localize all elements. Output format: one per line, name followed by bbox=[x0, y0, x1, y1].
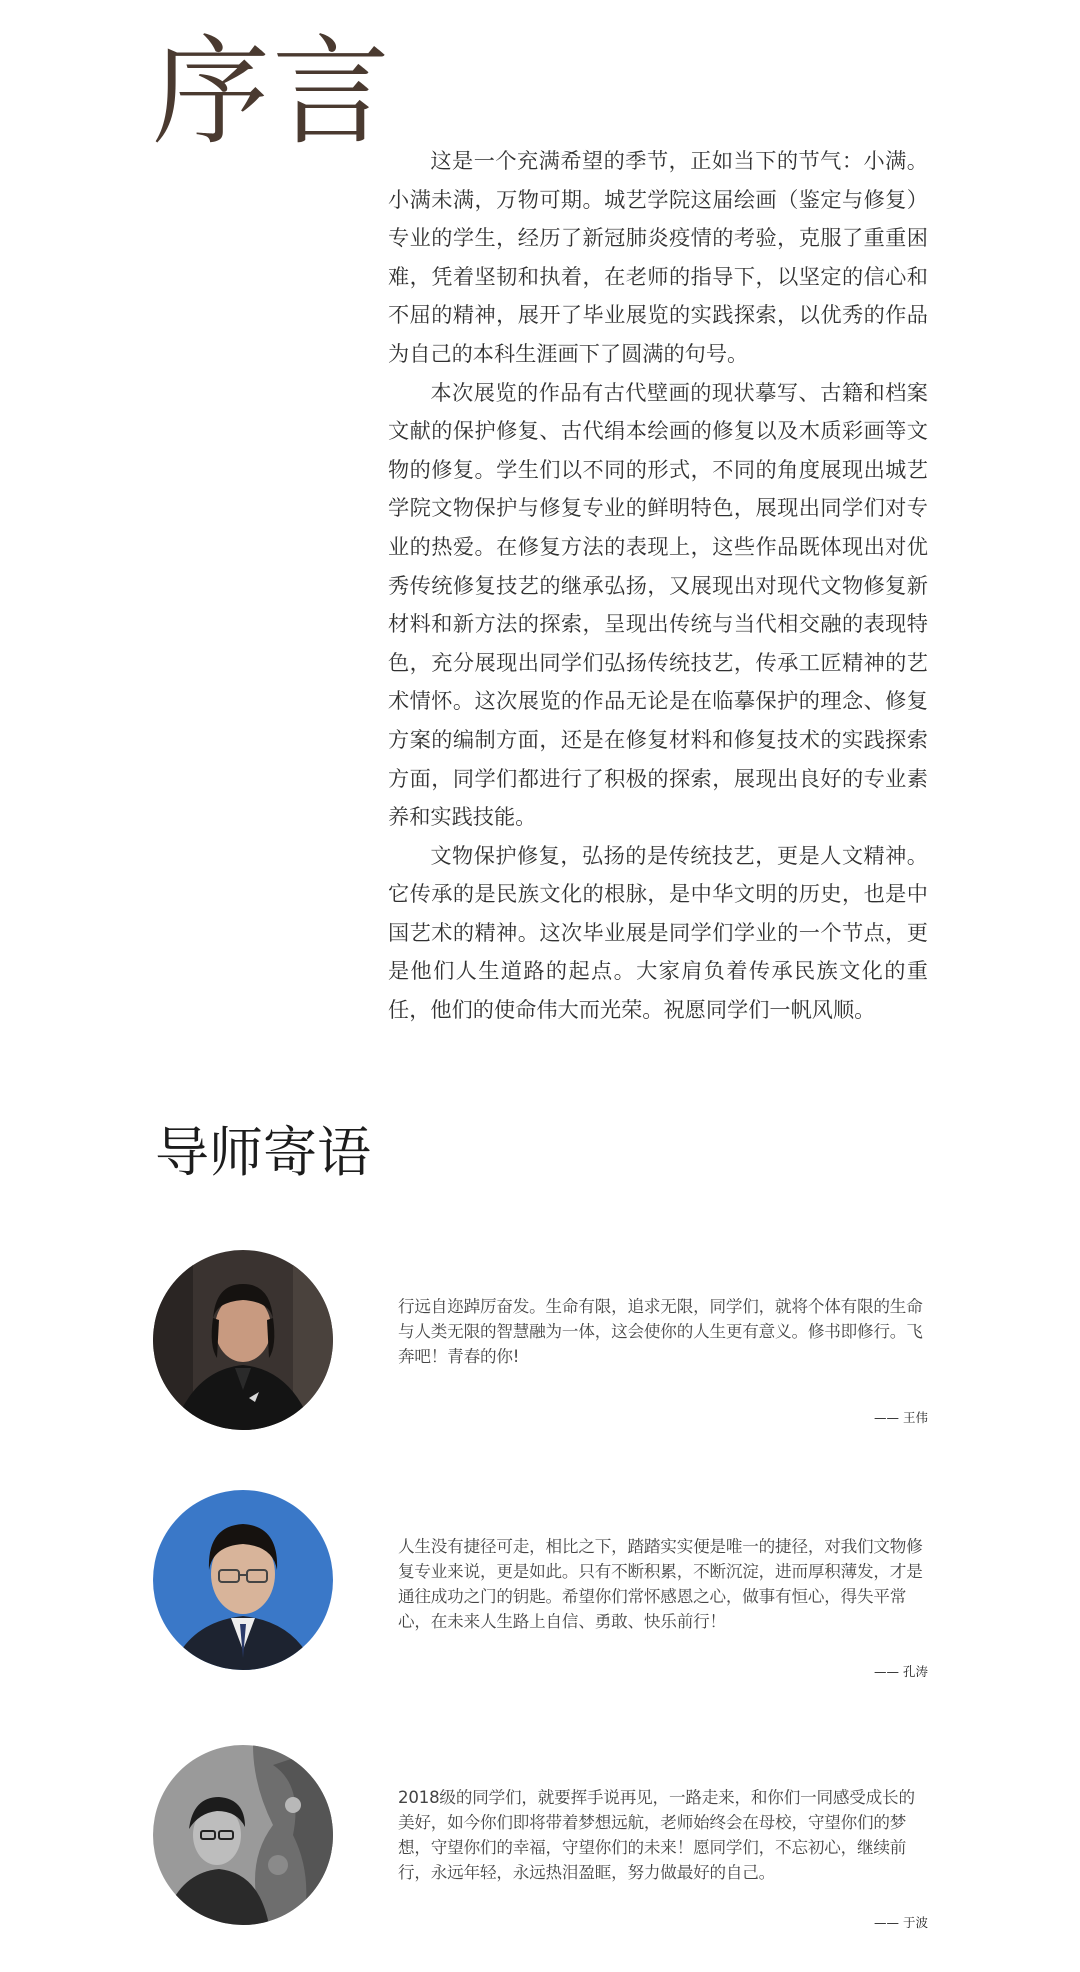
preface-title: 序言 bbox=[152, 23, 393, 161]
mentor-section-title: 导师寄语 bbox=[155, 1121, 371, 1184]
avatar bbox=[153, 1490, 333, 1670]
preface-paragraph: 文物保护修复，弘扬的是传统技艺，更是人文精神。它传承的是民族文化的根脉，是中华文明的历史，也是中国艺术的精神。这次毕业展是同学们学业的一个节点，更是他们人生道路的起点。大家肩负着传承民族文化的重任，他们的使命伟大而光荣。祝愿同学们一帆风顺。 bbox=[388, 842, 928, 1023]
mentor-message: 行远自迩踔厉奋发。生命有限，追求无限，同学们，就将个体有限的生命与人类无限的智慧融为一体，这会使你的人生更有意义。修书即修行。飞奔吧！青春的你! bbox=[398, 1297, 923, 1366]
avatar bbox=[153, 1250, 333, 1430]
mentor-signature: —— 孔涛 bbox=[874, 1664, 928, 1679]
mentor-signature: —— 于波 bbox=[874, 1915, 928, 1930]
mentor-message: 2018级的同学们，就要挥手说再见，一路走来，和你们一同感受成长的美好，如今你们即将带着梦想远航，老师始终会在母校，守望你们的梦想，守望你们的幸福，守望你们的未来！愿同学们，不忘初心，继续前行，永远年轻，永远热泪盈眶，努力做最好的自己。 bbox=[398, 1788, 915, 1882]
preface-body bbox=[388, 142, 928, 1030]
mentor-message: 人生没有捷径可走，相比之下，踏踏实实便是唯一的捷径，对我们文物修复专业来说，更是如此。只有不断积累，不断沉淀，进而厚积薄发，才是通往成功之门的钥匙。希望你们常怀感恩之心，做事有恒心，得失平常心，在未来人生路上自信、勇敢、快乐前行！ bbox=[398, 1537, 923, 1631]
preface-paragraph: 这是一个充满希望的季节，正如当下的节气：小满。小满未满，万物可期。城艺学院这届绘画（鉴定与修复）专业的学生，经历了新冠肺炎疫情的考验，克服了重重困难，凭着坚韧和执着，在老师的指导下，以坚定的信心和不屈的精神，展开了毕业展览的实践探索，以优秀的作品为自己的本科生涯画下了圆满的句号。 bbox=[388, 148, 928, 366]
preface-paragraph: 本次展览的作品有古代壁画的现状摹写、古籍和档案文献的保护修复、古代绢本绘画的修复以及木质彩画等文物的修复。学生们以不同的形式，不同的角度展现出城艺学院文物保护与修复专业的鲜明特色，展现出同学们对专业的热爱。在修复方法的表现上，这些作品既体现出对优秀传统修复技艺的继承弘扬，又展现出对现代文物修复新材料和新方法的探索，呈现出传统与当代相交融的表现特色，充分展现出同学们弘扬传统技艺，传承工匠精神的艺术情怀。这次展览的作品无论是在临摹保护的理念、修复方案的编制方面，还是在修复材料和修复技术的实践探索方面，同学们都进行了积极的探索，展现出良好的专业素养和实践技能。 bbox=[388, 379, 928, 830]
mentor-signature: —— 王伟 bbox=[874, 1410, 928, 1425]
avatar bbox=[153, 1745, 333, 1925]
